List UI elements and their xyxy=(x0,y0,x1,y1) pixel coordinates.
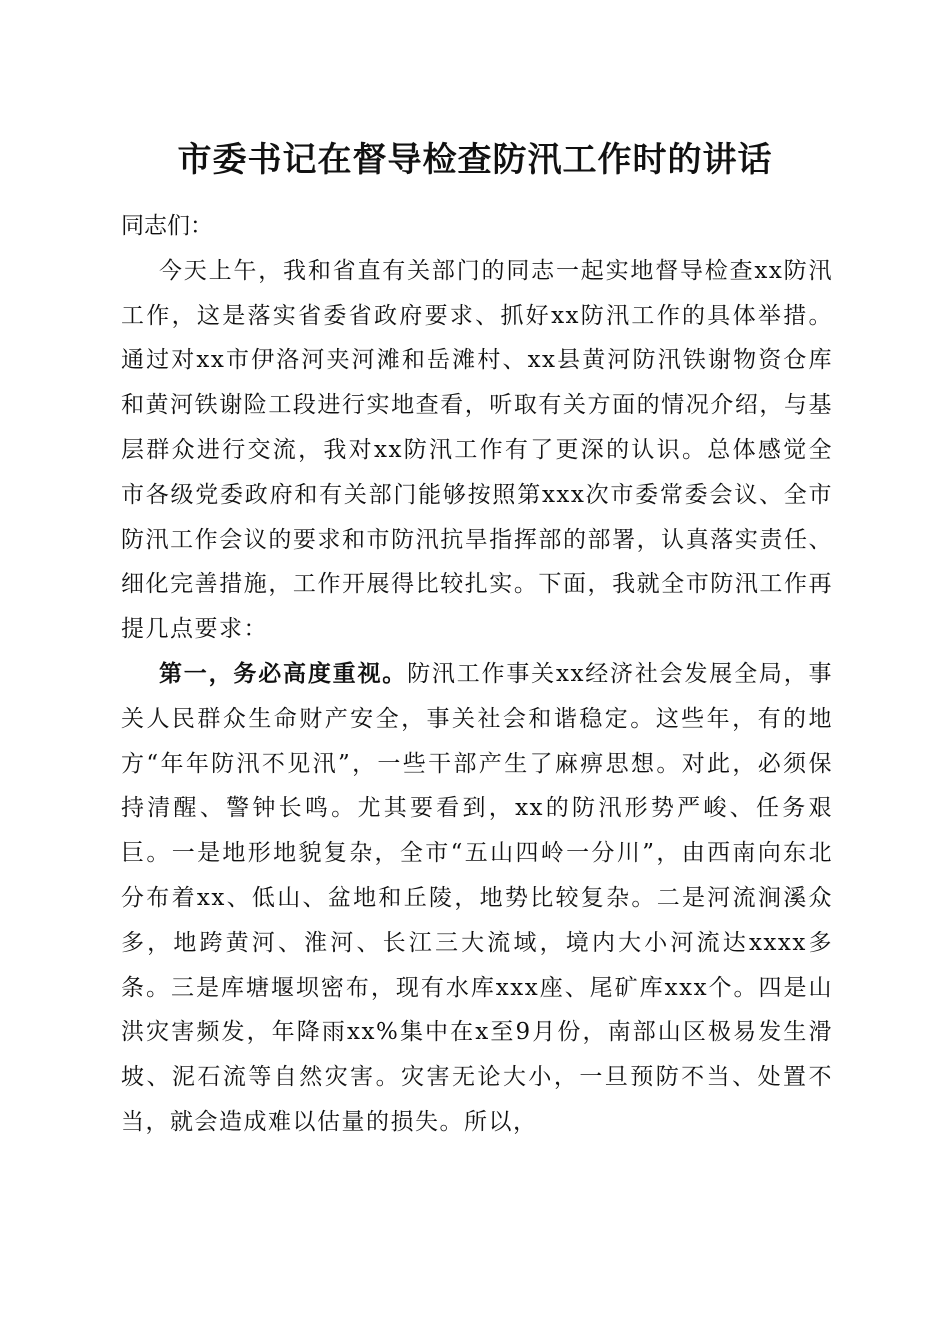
paragraph-intro xyxy=(121,249,833,652)
document-title: 市委书记在督导检查防汛工作时的讲话 xyxy=(177,140,773,180)
salutation: 同志们： xyxy=(121,213,213,239)
paragraph-first-point-text: 防汛工作事关xx经济社会发展全局，事关人民群众生命财产安全，事关社会和谐稳定。这些年，有的地方“年年防汛不见汛”，一些干部产生了麻痹思想。对此，必须保持清醒、警钟长鸣。尤其要看到，xx的防汛形势严峻、任务艰巨。一是地形地貌复杂，全市“五山四岭一分川”，由西南向东北分布着xx、低山、盆地和丘陵，地势比较复杂。二是河流涧溪众多，地跨黄河、淮河、长江三大流域，境内大小河流达xxxx多条。三是库塘堰坝密布，现有水库xxx座、尾矿库xxx个。四是山洪灾害频发，年降雨xx%集中在x至9月份，南部山区极易发生滑坡、泥石流等自然灾害。灾害无论大小，一旦预防不当、处置不当，就会造成难以估量的损失。所以， xyxy=(121,660,834,1135)
paragraph-first-point-heading: 第一，务必高度重视。 xyxy=(159,659,408,687)
document-body xyxy=(121,204,833,1145)
paragraph-intro-text: 今天上午，我和省直有关部门的同志一起实地督导检查xx防汛工作，这是落实省委省政府要求、抓好xx防汛工作的具体举措。通过对xx市伊洛河夹河滩和岳滩村、xx县黄河防汛铁谢物资仓库和黄河铁谢险工段进行实地查看，听取有关方面的情况介绍，与基层群众进行交流，我对xx防汛工作有了更深的认识。总体感觉全市各级党委政府和有关部门能够按照第xxx次市委常委会议、全市防汛工作会议的要求和市防汛抗旱指挥部的部署，认真落实责任、细化完善措施，工作开展得比较扎实。下面，我就全市防汛工作再提几点要求： xyxy=(121,257,833,643)
paragraph-first-point xyxy=(121,652,833,1145)
